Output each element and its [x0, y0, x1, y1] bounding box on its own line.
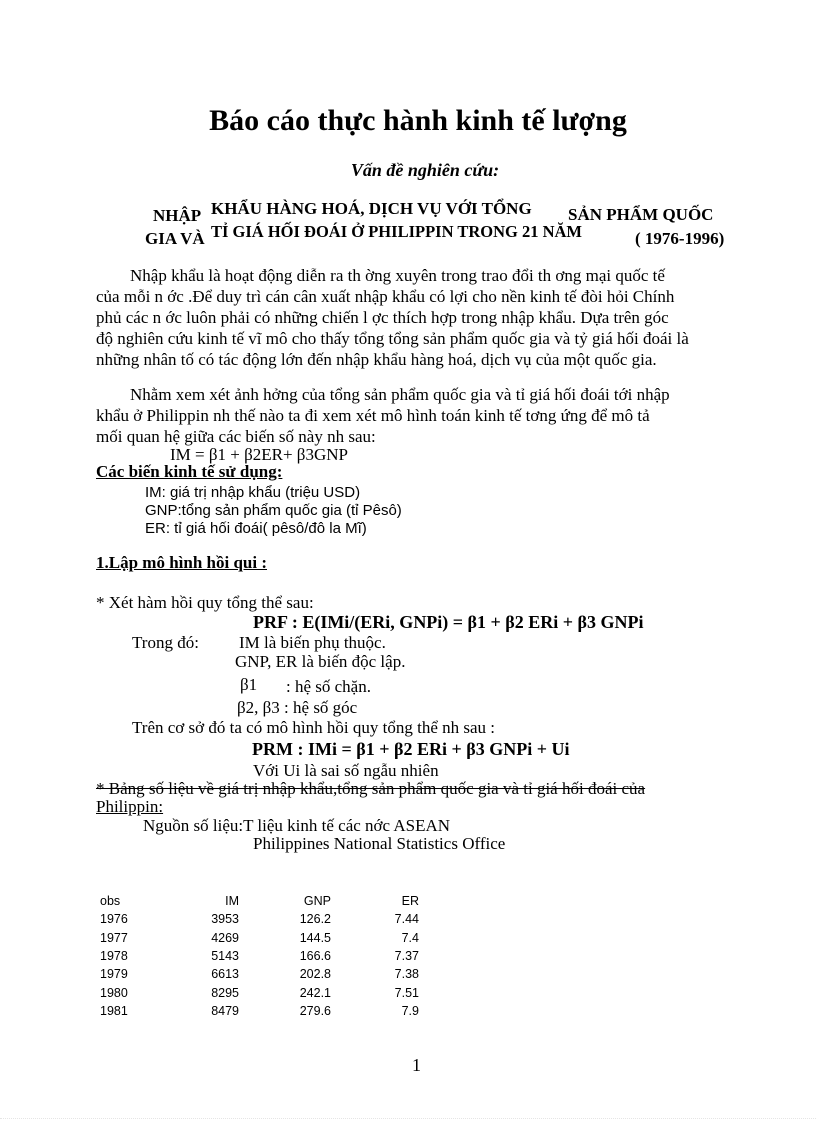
table-cell: 1981	[100, 1003, 128, 1018]
page-bottom-divider	[0, 1118, 816, 1119]
table-cell: 1980	[100, 985, 128, 1000]
trongdo-label: Trong đó:	[132, 633, 199, 652]
table-row	[100, 947, 419, 965]
para2-line: mối quan hệ giữa các biến số này nh sau:	[96, 427, 376, 446]
para2-line: khẩu ở Philippin nh thế nào ta đi xem xét mô hình toán kinh tế tơng ứng để mô tả	[96, 406, 650, 425]
table-cell: 3953	[211, 912, 239, 927]
b1-desc: : hệ số chặn.	[286, 677, 371, 696]
bang-line: * Bảng số liệu về giá trị nhập khẩu,tổng sản phẩm quốc gia và tỉ giá hối đoái của	[96, 779, 646, 798]
topic-l1b: KHẨU HÀNG HOÁ, DỊCH VỤ VỚI TỔNG	[211, 199, 532, 218]
var-gnp: GNP:tổng sản phẩm quốc gia (tỉ Pêsô)	[145, 502, 402, 519]
var-im: IM: giá trị nhập khẩu (triệu USD)	[145, 484, 361, 501]
section-1-heading: 1.Lập mô hình hồi qui :	[96, 553, 268, 572]
para1-line: độ nghiên cứu kinh tế vĩ mô cho thấy tổng tổng sản phẩm quốc gia và tỷ giá hối đoái là	[96, 329, 689, 348]
im-desc: IM là biến phụ thuộc.	[239, 633, 386, 652]
b1-symbol: β1	[240, 675, 258, 694]
table-cell: 7.9	[401, 1003, 419, 1018]
table-row	[100, 983, 419, 1001]
topic-l1a: NHẬP	[153, 206, 202, 225]
research-subtitle: Vấn đề nghiên cứu:	[350, 160, 500, 180]
table-cell: 8295	[211, 985, 239, 1000]
table-cell: 202.8	[299, 967, 331, 982]
table-cell: 1977	[100, 930, 128, 945]
bang-line-2: Philippin:	[96, 797, 164, 816]
para1-line: của mỗi n ớc .Để duy trì cán cân xuất nhập khẩu có lợi cho nền kinh tế đòi hỏi Chính	[96, 287, 675, 306]
vars-heading: Các biến kinh tế sử dụng:	[96, 462, 283, 481]
table-cell: 7.4	[401, 930, 419, 945]
xet-line: * Xét hàm hồi quy tổng thể sau:	[96, 593, 314, 612]
para1-line: những nhân tố có tác động lớn đến nhập khẩu hàng hoá, dịch vụ của một quốc gia.	[96, 350, 657, 369]
voi-line: Với Ui là sai số ngẫu nhiên	[253, 761, 439, 780]
table-row	[100, 929, 419, 947]
table-cell: 166.6	[299, 949, 331, 964]
prf-equation: PRF : E(IMi/(ERi, GNPi) = β1 + β2 ERi + β3 GNPi	[253, 612, 644, 632]
table-cell: 1976	[100, 912, 128, 927]
table-cell: 7.38	[394, 967, 419, 982]
table-cell: 279.6	[299, 1003, 331, 1018]
para2-line: Nhằm xem xét ảnh hởng của tổng sản phẩm quốc gia và tỉ giá hối đoái tới nhập	[130, 385, 670, 404]
data-table	[100, 892, 419, 1020]
model-equation: IM = β1 + β2ER+ β3GNP	[170, 445, 348, 464]
table-cell: 4269	[211, 930, 239, 945]
table-cell: 126.2	[299, 912, 331, 927]
col-header: obs	[100, 894, 121, 909]
prm-equation: PRM : IMi = β1 + β2 ERi + β3 GNPi + Ui	[252, 739, 570, 759]
nguon-line-2: Philippines National Statistics Office	[253, 834, 506, 853]
table-cell: 144.5	[299, 930, 331, 945]
topic-l2a: GIA VÀ	[145, 229, 205, 248]
col-header: IM	[225, 894, 239, 909]
table-row	[100, 965, 419, 983]
nguon-line: Nguồn số liệu:T liệu kinh tế các nớc ASEAN	[143, 816, 451, 835]
topic-l2b: TỈ GIÁ HỐI ĐOÁI Ở PHILIPPIN TRONG 21 NĂM	[211, 222, 582, 241]
table-cell: 5143	[211, 949, 239, 964]
b23-desc: β2, β3 : hệ số góc	[237, 698, 358, 717]
table-cell: 7.51	[394, 985, 419, 1000]
table-cell: 1979	[100, 967, 128, 982]
col-header: ER	[401, 894, 419, 909]
table-row	[100, 910, 419, 928]
table-header-row	[100, 892, 419, 910]
table-cell: 7.37	[394, 949, 419, 964]
report-title: Báo cáo thực hành kinh tế lượng	[209, 104, 627, 137]
col-header: GNP	[303, 894, 331, 909]
table-cell: 1978	[100, 949, 128, 964]
var-er: ER: tỉ giá hối đoái( pêsô/đô la Mĩ)	[145, 520, 367, 537]
page-number: 1	[412, 1055, 421, 1075]
para1-line: Nhập khẩu là hoạt động diễn ra th ờng xuyên trong trao đổi th ơng mại quốc tế	[130, 266, 665, 285]
table-cell: 8479	[211, 1003, 239, 1018]
gnp-desc: GNP, ER là biến độc lập.	[235, 652, 406, 671]
para1-line: phủ các n ớc luôn phải có những chiến l ợc thích hợp trong nhập khẩu. Dựa trên góc	[96, 308, 669, 327]
topic-l1c: SẢN PHẨM QUỐC	[568, 205, 714, 224]
table-cell: 242.1	[299, 985, 331, 1000]
tren-line: Trên cơ sở đó ta có mô hình hồi quy tổng thể nh sau :	[132, 718, 495, 737]
topic-l2c: ( 1976-1996)	[635, 229, 725, 248]
table-cell: 7.44	[394, 912, 419, 927]
table-row	[100, 1002, 419, 1020]
table-cell: 6613	[211, 967, 239, 982]
